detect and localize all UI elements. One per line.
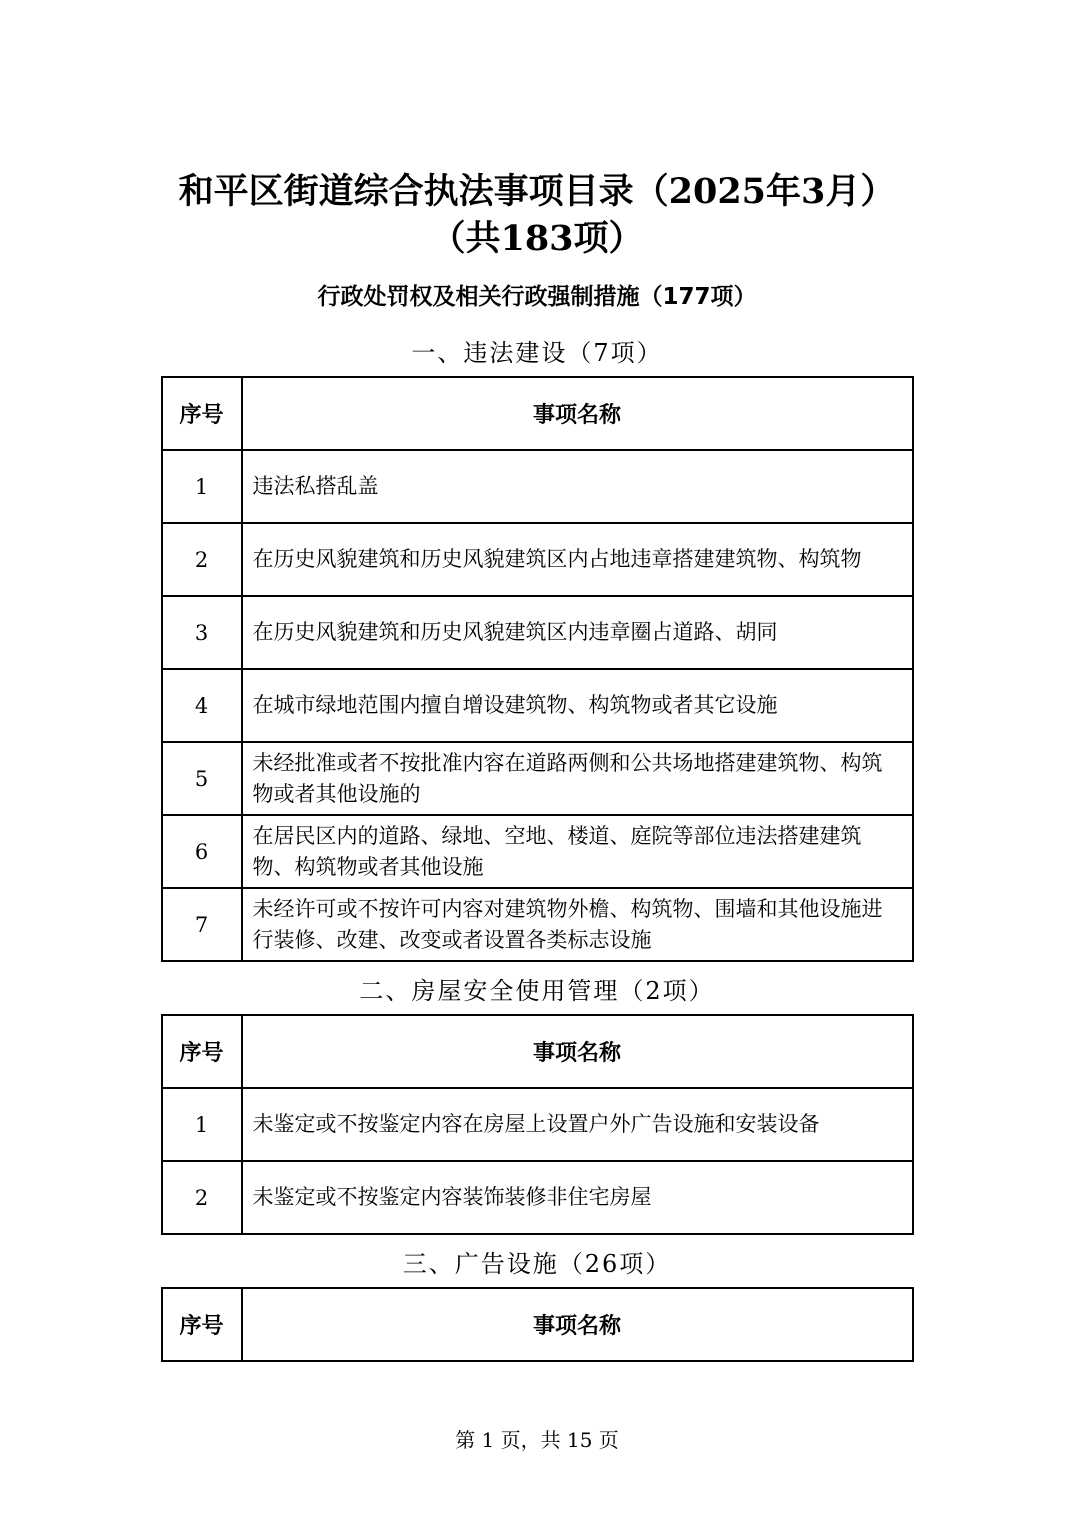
table-row	[162, 450, 913, 523]
row-item-name-cell: 在居民区内的道路、绿地、空地、楼道、庭院等部位违法搭建建筑物、构筑物或者其他设施	[242, 815, 913, 888]
table-row	[162, 523, 913, 596]
table-row	[162, 1088, 913, 1161]
row-serial-cell: 5	[162, 742, 242, 815]
sections-container	[161, 338, 914, 1362]
items-table	[161, 1287, 914, 1362]
row-item-name-cell: 在历史风貌建筑和历史风貌建筑区内占地违章搭建建筑物、构筑物	[242, 523, 913, 596]
table-row	[162, 815, 913, 888]
row-item-name-cell: 在城市绿地范围内擅自增设建筑物、构筑物或者其它设施	[242, 669, 913, 742]
document-title	[161, 0, 914, 262]
document-title-line1: 和平区街道综合执法事项目录（2025年3月）	[178, 171, 896, 212]
table-header-row	[162, 1288, 913, 1361]
table-header-row	[162, 377, 913, 450]
table-row	[162, 669, 913, 742]
section-title: 一、违法建设（7项）	[411, 339, 663, 367]
table-row	[162, 742, 913, 815]
col-header-serial: 序号	[162, 377, 242, 450]
row-serial-cell: 1	[162, 1088, 242, 1161]
section-title: 三、广告设施（26项）	[402, 1250, 672, 1278]
table-header-row	[162, 1015, 913, 1088]
section-title: 二、房屋安全使用管理（2项）	[359, 977, 715, 1005]
row-serial-cell: 6	[162, 815, 242, 888]
items-table	[161, 376, 914, 962]
row-item-name-cell: 未鉴定或不按鉴定内容在房屋上设置户外广告设施和安装设备	[242, 1088, 913, 1161]
items-table	[161, 1014, 914, 1235]
row-item-name-cell: 违法私搭乱盖	[242, 450, 913, 523]
col-header-serial: 序号	[162, 1015, 242, 1088]
row-serial-cell: 1	[162, 450, 242, 523]
row-serial-cell: 2	[162, 1161, 242, 1234]
row-item-name-cell: 在历史风貌建筑和历史风貌建筑区内违章圈占道路、胡同	[242, 596, 913, 669]
table-row	[162, 596, 913, 669]
table-row	[162, 888, 913, 961]
row-item-name-cell: 未经批准或者不按批准内容在道路两侧和公共场地搭建建筑物、构筑物或者其他设施的	[242, 742, 913, 815]
row-item-name-cell: 未经许可或不按许可内容对建筑物外檐、构筑物、围墙和其他设施进行装修、改建、改变或者设置各类标志设施	[242, 888, 913, 961]
page-footer: 第 1 页，共 15 页	[455, 1428, 619, 1452]
col-header-serial: 序号	[162, 1288, 242, 1361]
col-header-item-name: 事项名称	[242, 1015, 913, 1088]
table-row	[162, 1161, 913, 1234]
row-serial-cell: 2	[162, 523, 242, 596]
row-item-name-cell: 未鉴定或不按鉴定内容装饰装修非住宅房屋	[242, 1161, 913, 1234]
col-header-item-name: 事项名称	[242, 377, 913, 450]
row-serial-cell: 4	[162, 669, 242, 742]
col-header-item-name: 事项名称	[242, 1288, 913, 1361]
row-serial-cell: 7	[162, 888, 242, 961]
row-serial-cell: 3	[162, 596, 242, 669]
document-page	[161, 0, 914, 1453]
document-title-line2: （共183项）	[430, 218, 644, 259]
document-subtitle: 行政处罚权及相关行政强制措施（177项）	[317, 284, 757, 310]
